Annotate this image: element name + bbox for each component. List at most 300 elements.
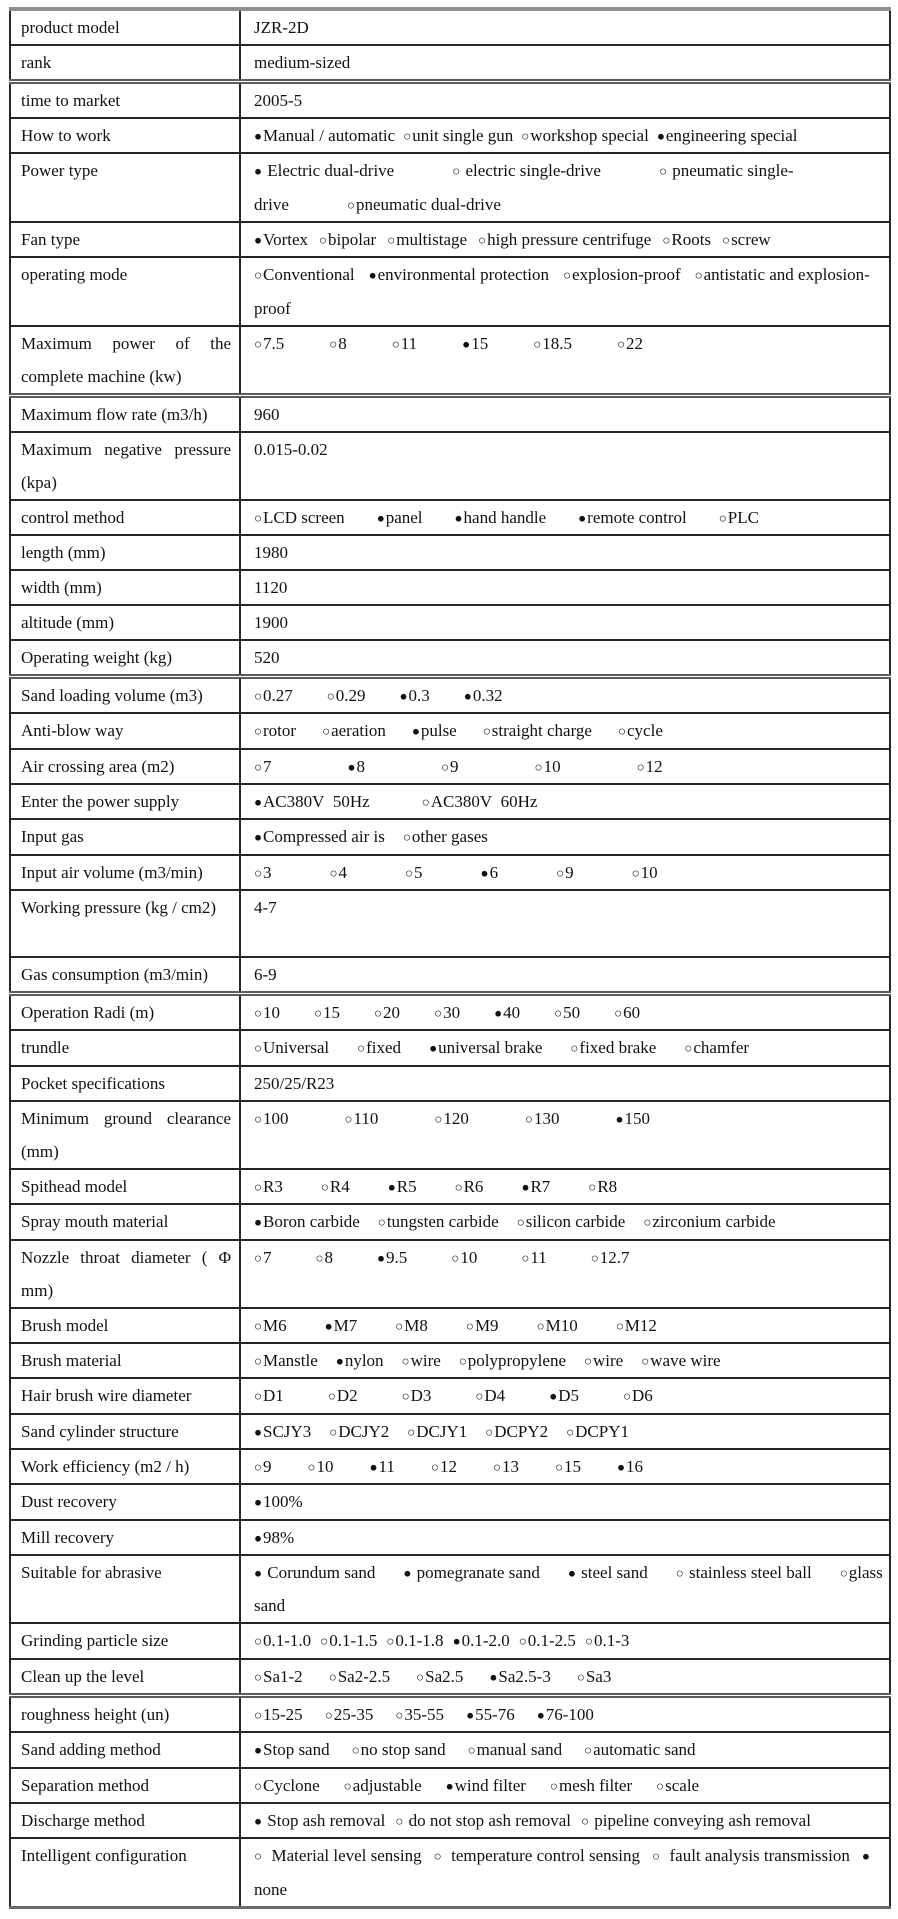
option [407, 1422, 467, 1441]
option-label: 3 [263, 862, 272, 882]
radio-empty-icon: ○ [401, 1388, 411, 1404]
option [584, 1351, 623, 1370]
option [556, 863, 574, 882]
option-label: cycle [627, 721, 663, 741]
option-label: D3 [410, 1386, 432, 1406]
option-label: wind filter [454, 1775, 526, 1795]
option-label: 15-25 [263, 1704, 303, 1724]
option-label: 60 [623, 1003, 641, 1023]
option [254, 1631, 311, 1650]
option [416, 1667, 463, 1686]
option [632, 863, 658, 882]
option-label: 8 [324, 1247, 334, 1267]
option [466, 1705, 515, 1724]
option [475, 1386, 505, 1405]
option [434, 1109, 469, 1128]
table-row [10, 153, 890, 222]
table-row [10, 257, 890, 325]
option [657, 126, 798, 145]
option [402, 1351, 441, 1370]
row-value [240, 1240, 890, 1308]
table-row [10, 605, 890, 640]
option-label: stainless steel ball [684, 1562, 812, 1582]
option [550, 1776, 632, 1795]
option [403, 126, 513, 145]
option-label: environmental protection [377, 265, 550, 285]
option [566, 1422, 629, 1441]
radio-empty-icon: ○ [521, 1249, 531, 1265]
radio-empty-icon: ○ [254, 267, 264, 283]
option [618, 721, 663, 740]
option [254, 334, 284, 353]
radio-empty-icon: ○ [554, 1459, 564, 1475]
radio-empty-icon: ○ [327, 1388, 337, 1404]
option [308, 1457, 334, 1476]
radio-filled-icon: ● [656, 128, 666, 144]
table-row [10, 1803, 890, 1838]
option [254, 1740, 330, 1759]
option [387, 230, 467, 249]
radio-empty-icon: ○ [584, 1633, 594, 1649]
option-label: AC380V 60Hz [430, 792, 538, 812]
option-label: D2 [336, 1386, 358, 1406]
radio-empty-icon: ○ [441, 759, 451, 775]
radio-empty-icon: ○ [458, 1353, 468, 1369]
option [485, 1422, 548, 1441]
option-label: AC380V 50Hz [263, 792, 370, 812]
option-label: Sa3 [585, 1666, 612, 1686]
radio-empty-icon: ○ [254, 759, 264, 775]
option [431, 1457, 457, 1476]
option-label: nylon [344, 1350, 384, 1370]
option-label: 0.32 [472, 686, 503, 706]
radio-empty-icon: ○ [563, 267, 573, 283]
option [254, 721, 296, 740]
table-row [10, 1343, 890, 1378]
row-value: 960 [240, 395, 890, 432]
radio-filled-icon: ● [254, 794, 264, 810]
option [578, 508, 687, 527]
table-row [10, 535, 890, 570]
row-label: Working pressure (kg / cm2) [10, 890, 240, 957]
row-value [240, 1449, 890, 1484]
option-label: DCJY2 [338, 1421, 390, 1441]
option-label: 9 [565, 862, 574, 882]
option [254, 686, 293, 705]
option-label: 55-76 [475, 1704, 515, 1724]
radio-empty-icon: ○ [492, 1459, 502, 1475]
option [386, 1631, 443, 1650]
option-label: 98% [263, 1527, 295, 1547]
table-row [10, 1695, 890, 1732]
option-label: temperature control sensing [442, 1846, 640, 1866]
radio-empty-icon: ○ [402, 829, 412, 845]
option [637, 757, 663, 776]
option [329, 1422, 389, 1441]
option-label: D6 [632, 1386, 653, 1406]
option-label: Boron carbide [263, 1212, 360, 1232]
option [392, 334, 417, 353]
option-label: remote control [587, 507, 687, 527]
option [347, 195, 501, 214]
option [377, 1248, 407, 1267]
radio-empty-icon: ○ [395, 1813, 405, 1829]
radio-empty-icon: ○ [254, 723, 264, 739]
row-value [240, 1378, 890, 1413]
radio-empty-icon: ○ [636, 759, 646, 775]
radio-empty-icon: ○ [254, 688, 264, 704]
radio-filled-icon: ● [254, 128, 264, 144]
option [321, 1177, 350, 1196]
table-row [10, 1240, 890, 1308]
option-label: DCPY1 [575, 1421, 630, 1441]
option-label: glass sand [254, 1562, 883, 1616]
row-label: Grinding particle size [10, 1623, 240, 1658]
option [468, 1740, 562, 1759]
option [254, 161, 394, 180]
option [519, 1631, 576, 1650]
radio-empty-icon: ○ [570, 1040, 580, 1056]
option [328, 1386, 358, 1405]
table-row [10, 994, 890, 1031]
option-label: 9.5 [386, 1247, 408, 1267]
option-label: zirconium carbide [652, 1212, 776, 1232]
option-label: 8 [338, 333, 347, 353]
radio-empty-icon: ○ [329, 1423, 339, 1439]
option [459, 1351, 566, 1370]
option [591, 1248, 630, 1267]
table-row [10, 1449, 890, 1484]
option [254, 1776, 320, 1795]
radio-empty-icon: ○ [407, 1423, 417, 1439]
option [395, 1316, 428, 1335]
radio-filled-icon: ● [254, 1494, 264, 1510]
radio-empty-icon: ○ [344, 1111, 354, 1127]
option [314, 1003, 340, 1022]
row-label: operating mode [10, 257, 240, 325]
option [254, 827, 385, 846]
radio-filled-icon: ● [254, 1423, 264, 1439]
option-label: 150 [624, 1108, 650, 1128]
row-label: Sand cylinder structure [10, 1414, 240, 1449]
option-label: 100 [263, 1108, 289, 1128]
option-label: Stop ash removal [263, 1810, 386, 1830]
option [615, 1109, 650, 1128]
option-label: PLC [727, 507, 759, 527]
row-label: Power type [10, 153, 240, 222]
option-label: panel [385, 507, 423, 527]
spec-table-body [10, 9, 890, 1907]
option [374, 1003, 400, 1022]
table-row [10, 500, 890, 535]
radio-empty-icon: ○ [405, 865, 415, 881]
row-label: Brush model [10, 1308, 240, 1343]
option [320, 1631, 377, 1650]
radio-empty-icon: ○ [584, 1742, 594, 1758]
row-value [240, 222, 890, 257]
option [254, 1457, 272, 1476]
radio-empty-icon: ○ [395, 1317, 405, 1333]
row-value [240, 1343, 890, 1378]
row-label: Spithead model [10, 1169, 240, 1204]
option [521, 126, 649, 145]
row-label: Spray mouth material [10, 1204, 240, 1239]
option-label: LCD screen [263, 507, 345, 527]
option [254, 1705, 303, 1724]
option-label: steel sand [576, 1562, 648, 1582]
row-value [240, 1204, 890, 1239]
row-label: width (mm) [10, 570, 240, 605]
table-row [10, 890, 890, 957]
row-label: Mill recovery [10, 1520, 240, 1555]
radio-empty-icon: ○ [536, 1317, 546, 1333]
option [254, 792, 370, 811]
radio-empty-icon: ○ [566, 1423, 576, 1439]
option [466, 1316, 499, 1335]
option-label: screw [731, 230, 771, 250]
radio-empty-icon: ○ [351, 1742, 361, 1758]
option [434, 1003, 460, 1022]
table-row [10, 855, 890, 890]
option [322, 721, 386, 740]
option [570, 1038, 656, 1057]
radio-empty-icon: ○ [421, 794, 431, 810]
option [429, 1038, 542, 1057]
option-label: manual sand [476, 1740, 563, 1760]
option [254, 1038, 329, 1057]
row-label: roughness height (un) [10, 1695, 240, 1732]
row-label: Anti-blow way [10, 713, 240, 748]
radio-filled-icon: ● [254, 829, 264, 845]
radio-empty-icon: ○ [254, 1353, 264, 1369]
option [330, 863, 348, 882]
radio-empty-icon: ○ [329, 336, 339, 352]
radio-empty-icon: ○ [254, 1040, 264, 1056]
radio-empty-icon: ○ [454, 1179, 464, 1195]
option-label: R6 [463, 1176, 484, 1196]
option-label: 110 [353, 1108, 379, 1128]
option-label: M6 [263, 1315, 287, 1335]
table-row [10, 222, 890, 257]
radio-filled-icon: ● [578, 510, 588, 526]
option-label: 30 [443, 1003, 461, 1023]
radio-empty-icon: ○ [307, 1459, 317, 1475]
option-label: Compressed air is [263, 827, 385, 847]
option [549, 1386, 579, 1405]
option-label: 18.5 [542, 333, 572, 353]
radio-filled-icon: ● [254, 1742, 264, 1758]
radio-filled-icon: ● [368, 267, 378, 283]
radio-filled-icon: ● [369, 1459, 379, 1475]
radio-filled-icon: ● [521, 1179, 531, 1195]
table-row [10, 118, 890, 153]
option-label: Material level sensing [263, 1846, 422, 1866]
option-label: high pressure centrifuge [487, 230, 652, 250]
radio-empty-icon: ○ [675, 1565, 685, 1581]
option-label: workshop special [530, 126, 649, 145]
radio-filled-icon: ● [494, 1005, 504, 1021]
radio-empty-icon: ○ [391, 336, 401, 352]
radio-empty-icon: ○ [329, 865, 339, 881]
option-label: 10 [640, 862, 658, 882]
row-label: Operating weight (kg) [10, 640, 240, 677]
option [325, 1705, 374, 1724]
option-label: R5 [396, 1176, 417, 1196]
option [405, 863, 423, 882]
option [453, 1631, 510, 1650]
option-label: 0.1-1.5 [329, 1631, 378, 1651]
option-label: bipolar [328, 230, 377, 250]
option [623, 1386, 653, 1405]
row-value [240, 1803, 890, 1838]
option-label: 10 [263, 1003, 281, 1023]
radio-empty-icon: ○ [631, 865, 641, 881]
option-label: 15 [563, 1456, 581, 1476]
radio-empty-icon: ○ [554, 1005, 564, 1021]
radio-empty-icon: ○ [254, 336, 264, 352]
row-label: rank [10, 45, 240, 82]
option-label: M12 [624, 1315, 657, 1335]
option-label: 76-100 [545, 1704, 594, 1724]
radio-empty-icon: ○ [434, 1005, 444, 1021]
option-label: 9 [450, 756, 459, 776]
radio-empty-icon: ○ [451, 1249, 461, 1265]
table-row [10, 1659, 890, 1696]
option-label: universal brake [438, 1038, 543, 1058]
option-label: M10 [545, 1315, 578, 1335]
option [329, 334, 347, 353]
row-label: Hair brush wire diameter [10, 1378, 240, 1413]
option-label: 13 [501, 1456, 519, 1476]
option-label: fixed brake [579, 1038, 657, 1058]
option-label: 0.3 [408, 686, 430, 706]
option-label: DCJY1 [416, 1421, 468, 1441]
radio-empty-icon: ○ [254, 1249, 264, 1265]
option [254, 863, 272, 882]
row-label: Separation method [10, 1768, 240, 1803]
table-row [10, 957, 890, 994]
option [254, 1667, 303, 1686]
radio-filled-icon: ● [254, 1214, 264, 1230]
option [617, 334, 643, 353]
row-label: Maximum negative pressure (kpa) [10, 432, 240, 500]
row-value [240, 1520, 890, 1555]
row-value [240, 500, 890, 535]
radio-empty-icon: ○ [518, 1633, 528, 1649]
radio-empty-icon: ○ [588, 1179, 598, 1195]
option [395, 1811, 571, 1830]
option [588, 1177, 617, 1196]
option-label: 12 [439, 1456, 457, 1476]
radio-empty-icon: ○ [475, 1388, 485, 1404]
option-label: wire [410, 1350, 441, 1370]
option-label: 11 [378, 1456, 395, 1476]
radio-empty-icon: ○ [684, 1040, 694, 1056]
row-label: Brush material [10, 1343, 240, 1378]
option [662, 230, 711, 249]
option-label: Corundum sand [263, 1562, 376, 1582]
radio-empty-icon: ○ [315, 1249, 325, 1265]
row-label: length (mm) [10, 535, 240, 570]
table-row [10, 395, 890, 432]
option-label: fault analysis transmission [661, 1846, 850, 1866]
row-value [240, 1414, 890, 1449]
row-value: 4-7 [240, 890, 890, 957]
radio-empty-icon: ○ [549, 1777, 559, 1793]
row-value [240, 819, 890, 854]
table-row [10, 1204, 890, 1239]
option [656, 1776, 699, 1795]
radio-empty-icon: ○ [254, 510, 264, 526]
radio-filled-icon: ● [615, 1111, 625, 1127]
option-label: aeration [331, 721, 386, 741]
radio-filled-icon: ● [254, 1565, 264, 1581]
option [377, 508, 423, 527]
option [395, 1705, 444, 1724]
table-row [10, 1520, 890, 1555]
table-row [10, 432, 890, 500]
option [254, 1003, 280, 1022]
option-label: 50 [563, 1003, 581, 1023]
radio-filled-icon: ● [567, 1565, 577, 1581]
option [568, 1563, 648, 1582]
option [722, 230, 771, 249]
option-label: 40 [503, 1003, 521, 1023]
row-value [240, 855, 890, 890]
option-label: 15 [323, 1003, 341, 1023]
option-label: engineering special [665, 126, 798, 145]
option [577, 1667, 612, 1686]
option [483, 721, 592, 740]
option-label: Sa1-2 [263, 1666, 303, 1686]
option-label: wire [593, 1350, 624, 1370]
radio-empty-icon: ○ [622, 1388, 632, 1404]
option-label: D5 [558, 1386, 579, 1406]
table-row [10, 1768, 890, 1803]
row-value: 0.015-0.02 [240, 432, 890, 500]
option-label: tungsten carbide [386, 1212, 499, 1232]
option-label: R8 [597, 1176, 618, 1196]
radio-empty-icon: ○ [254, 1317, 264, 1333]
radio-empty-icon: ○ [326, 688, 336, 704]
option [254, 230, 308, 249]
radio-empty-icon: ○ [254, 1668, 264, 1684]
row-value [240, 153, 890, 222]
row-label: altitude (mm) [10, 605, 240, 640]
option-label: Manual / automatic [263, 126, 396, 145]
option [494, 1003, 520, 1022]
option-label: 0.1-3 [593, 1631, 630, 1651]
option-label: Sa2.5-3 [498, 1666, 551, 1686]
option [357, 1038, 401, 1057]
option [369, 265, 549, 284]
radio-filled-icon: ● [429, 1040, 439, 1056]
row-value: medium-sized [240, 45, 890, 82]
option [641, 1351, 720, 1370]
table-row [10, 1101, 890, 1169]
option [521, 1177, 550, 1196]
radio-empty-icon: ○ [324, 1707, 334, 1723]
option [533, 334, 572, 353]
radio-empty-icon: ○ [524, 1111, 534, 1127]
row-value [240, 994, 890, 1031]
radio-empty-icon: ○ [403, 128, 413, 144]
radio-filled-icon: ● [254, 1529, 264, 1545]
row-value [240, 784, 890, 819]
radio-filled-icon: ● [377, 1249, 387, 1265]
radio-empty-icon: ○ [576, 1668, 586, 1684]
row-value [240, 1623, 890, 1658]
